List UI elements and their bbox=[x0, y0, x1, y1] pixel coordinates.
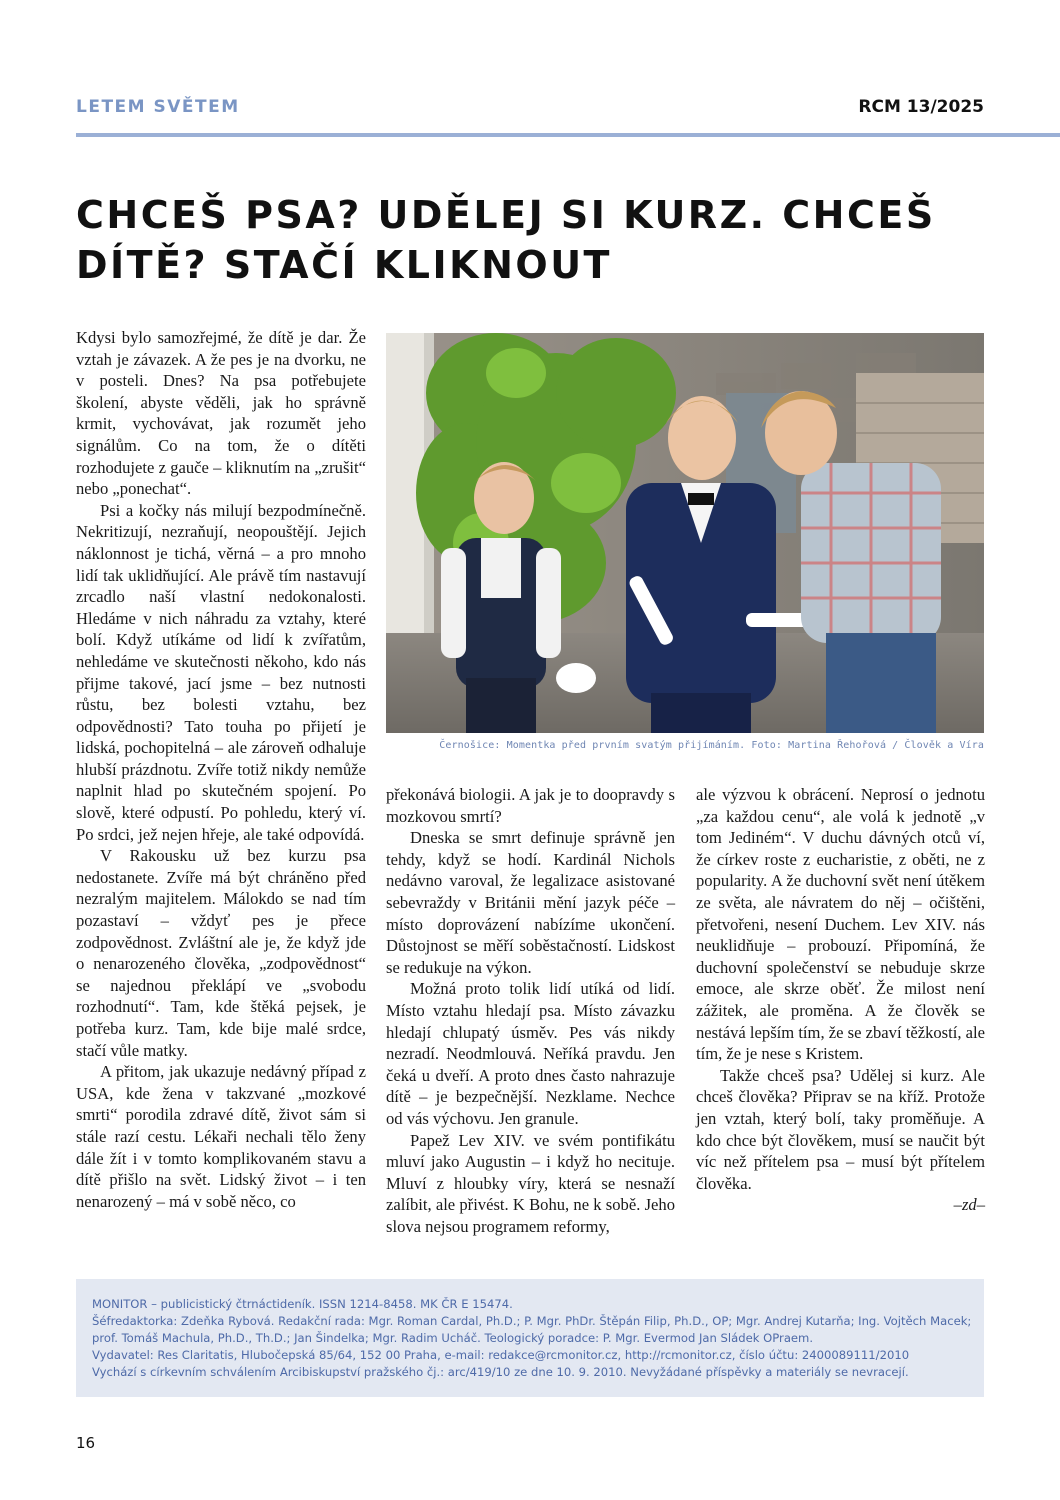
imprint-box bbox=[76, 1279, 984, 1397]
paragraph: Kdysi bylo samozřejmé, že dítě je dar. Že vztah je závazek. A že pes je na dvorku, ne v posteli. Dnes? Na psa potřebujete školení, abyste věděli, jak ho správně krmit, vychovávat, jak rozumět jeho signálům. Co na tom, že o dítěti rozhodujete z gauče – kliknutím na „zrušit“ nebo „ponechat“. bbox=[76, 328, 366, 499]
imprint-line: Vychází s církevním schválením Arcibiskupství pražského čj.: arc/419/10 ze dne 10. 9. 2010. Nevyžádané příspěvky a materiály se nevracejí. bbox=[92, 1365, 909, 1379]
imprint-line: MONITOR – publicistický čtrnáctideník. ISSN 1214-8458. MK ČR E 15474. bbox=[92, 1297, 513, 1311]
issue-label: RCM 13/2025 bbox=[858, 97, 984, 117]
paragraph: ale výzvou k obrácení. Neprosí o jednotu „za každou cenu“, ale volá k jednotě „v tom Jediném“. V duchu dávných otců ví, že církev roste z eucharistie, z oběti, ne z popularity. A že duchovní svět není útěkem ze světa, ale návratem do něj – očištěni, přetvořeni, nesení Duchem. Lev XIV. nás neuklidňuje – probouzí. Připomíná, že duchovní společenství se nebuduje skrze emoce, ale skrze oběť. Že milost není zážitek, ale proměna. A že člověk se nestává lepším tím, že se zbaví těžkostí, ale tím, že je nese s Kristem. bbox=[696, 785, 985, 1064]
header-rule bbox=[76, 133, 1060, 137]
paragraph: Psi a kočky nás milují bezpodmínečně. Nekritizují, nezraňují, neopouštějí. Jejich náklonnost je tichá, věrná – a pro mnoho lidí tak uklidňující. Ale právě tím nastavují zrcadlo naší vlastní nedokonalosti. Hledáme v nich náhradu za vztahy, které bolí. Když utíkáme od lidí k zvířatům, nehledáme ve skutečnosti někoho, kdo nás přijme takové, jací jsme – bez nutnosti růstu, bez bolesti vztahu, bez odpovědnosti? Tato touha po přijetí je lidská, pochopitelná – ale zároveň odhaluje hlubší prázdnotu. Zvíře totiž nikdy nemůže naplnit hlad po skutečném spojení. Po slově, které odpustí. Po pohledu, který ví. Po srdci, jež nejen hřeje, ale také odpovídá. bbox=[76, 500, 366, 844]
article-headline: CHCEŠ PSA? UDĚLEJ SI KURZ. CHCEŠ DÍTĚ? STAČÍ KLIKNOUT bbox=[76, 193, 936, 287]
paragraph: Papež Lev XIV. ve svém pontifikátu mluví jako Augustin – i když ho necituje. Mluví z hloubky víry, která se nesnaží zalíbit, ale přivést. K Bohu, ne k sobě. Jeho slova nejsou programem reformy, bbox=[386, 1130, 675, 1236]
paragraph: Možná proto tolik lidí utíká od lidí. Místo vztahu hledají psa. Místo závazku hledají chlupatý úsměv. Pes vás nikdy nezradí. Neodmlouvá. Neříká pravdu. Jen čeká u dveří. A proto dnes často nahrazuje dítě – je bezpečnější. Nezklame. Nechce od vás výchovu. Jen granule. bbox=[386, 979, 675, 1128]
section-label: LETEM SVĚTEM bbox=[76, 97, 240, 117]
paragraph: Takže chceš psa? Udělej si kurz. Ale chceš člověka? Připrav se na kříž. Protože jen vztah, který bolí, taky proměňuje. A kdo chce být člověkem, musí se naučit být víc než přítelem psa – musí být přítelem člověka. bbox=[696, 1065, 985, 1193]
imprint-line: Šéfredaktorka: Zdeňka Rybová. Redakční rada: Mgr. Roman Cardal, Ph.D.; P. Mgr. PhDr. Štěpán Filip, Ph.D., OP; Mgr. Andrej Kutarňa; Ing. Vojtěch Macek; bbox=[92, 1314, 972, 1328]
imprint-line: prof. Tomáš Machula, Ph.D., Th.D.; Jan Šindelka; Mgr. Radim Ucháč. Teologický poradce: P. Mgr. Evermod Jan Sládek OPraem. bbox=[92, 1331, 814, 1345]
article-column-3 bbox=[696, 784, 985, 1216]
paragraph: V Rakousku už bez kurzu psa nedostanete. Zvíře má být chráněno před nezralým majitelem. Málokdo se nad tím pozastaví – vždyť pes je přece zodpovědnost. Zvláštní ale je, že když jde o nenarozeného člověka, „zodpovědnost“ se najednou překlápí ve „svobodu rozhodnutí“. Tam, kde štěká pejsek, je potřeba kurz. Tam, kde bije malé srdce, stačí vůle matky. bbox=[76, 846, 366, 1060]
paragraph: Dneska se smrt definuje správně jen tehdy, když se hodí. Kardinál Nichols nedávno varoval, že legalizace asistované sebevraždy v Británii mění jazyk péče – místo doprovázení nabízíme ukončení. Důstojnost se měří soběstačností. Lidskost se redukuje na výkon. bbox=[386, 828, 675, 977]
article-photo bbox=[386, 333, 984, 733]
photo-boys-communion bbox=[386, 333, 984, 733]
paragraph: A přitom, jak ukazuje nedávný případ z USA, kde žena v takzvané „mozkové smrti“ porodila zdravé dítě, život sám si stále razí cestu. Lékaři nechali tělo ženy dále žít i v tomto komplikovaném stavu a dítě přišlo na svět. Lidský život – i ten nenarozený – má v sobě něco, co bbox=[76, 1062, 366, 1211]
author-signature: –zd– bbox=[953, 1195, 985, 1215]
imprint-line: Vydavatel: Res Claritatis, Hlubočepská 85/64, 152 00 Praha, e-mail: redakce@rcmonitor.cz, http://rcmonitor.cz, číslo účtu: 2400089111/2010 bbox=[92, 1348, 910, 1362]
article-column-1 bbox=[76, 327, 366, 1212]
paragraph: překonává biologii. A jak je to doopravdy s mozkovou smrtí? bbox=[386, 785, 675, 826]
page-number: 16 bbox=[76, 1434, 96, 1452]
article-column-2 bbox=[386, 784, 675, 1237]
photo-caption: Černošice: Momentka před prvním svatým přijímáním. Foto: Martina Řehořová / Člověk a Víra bbox=[439, 740, 984, 751]
